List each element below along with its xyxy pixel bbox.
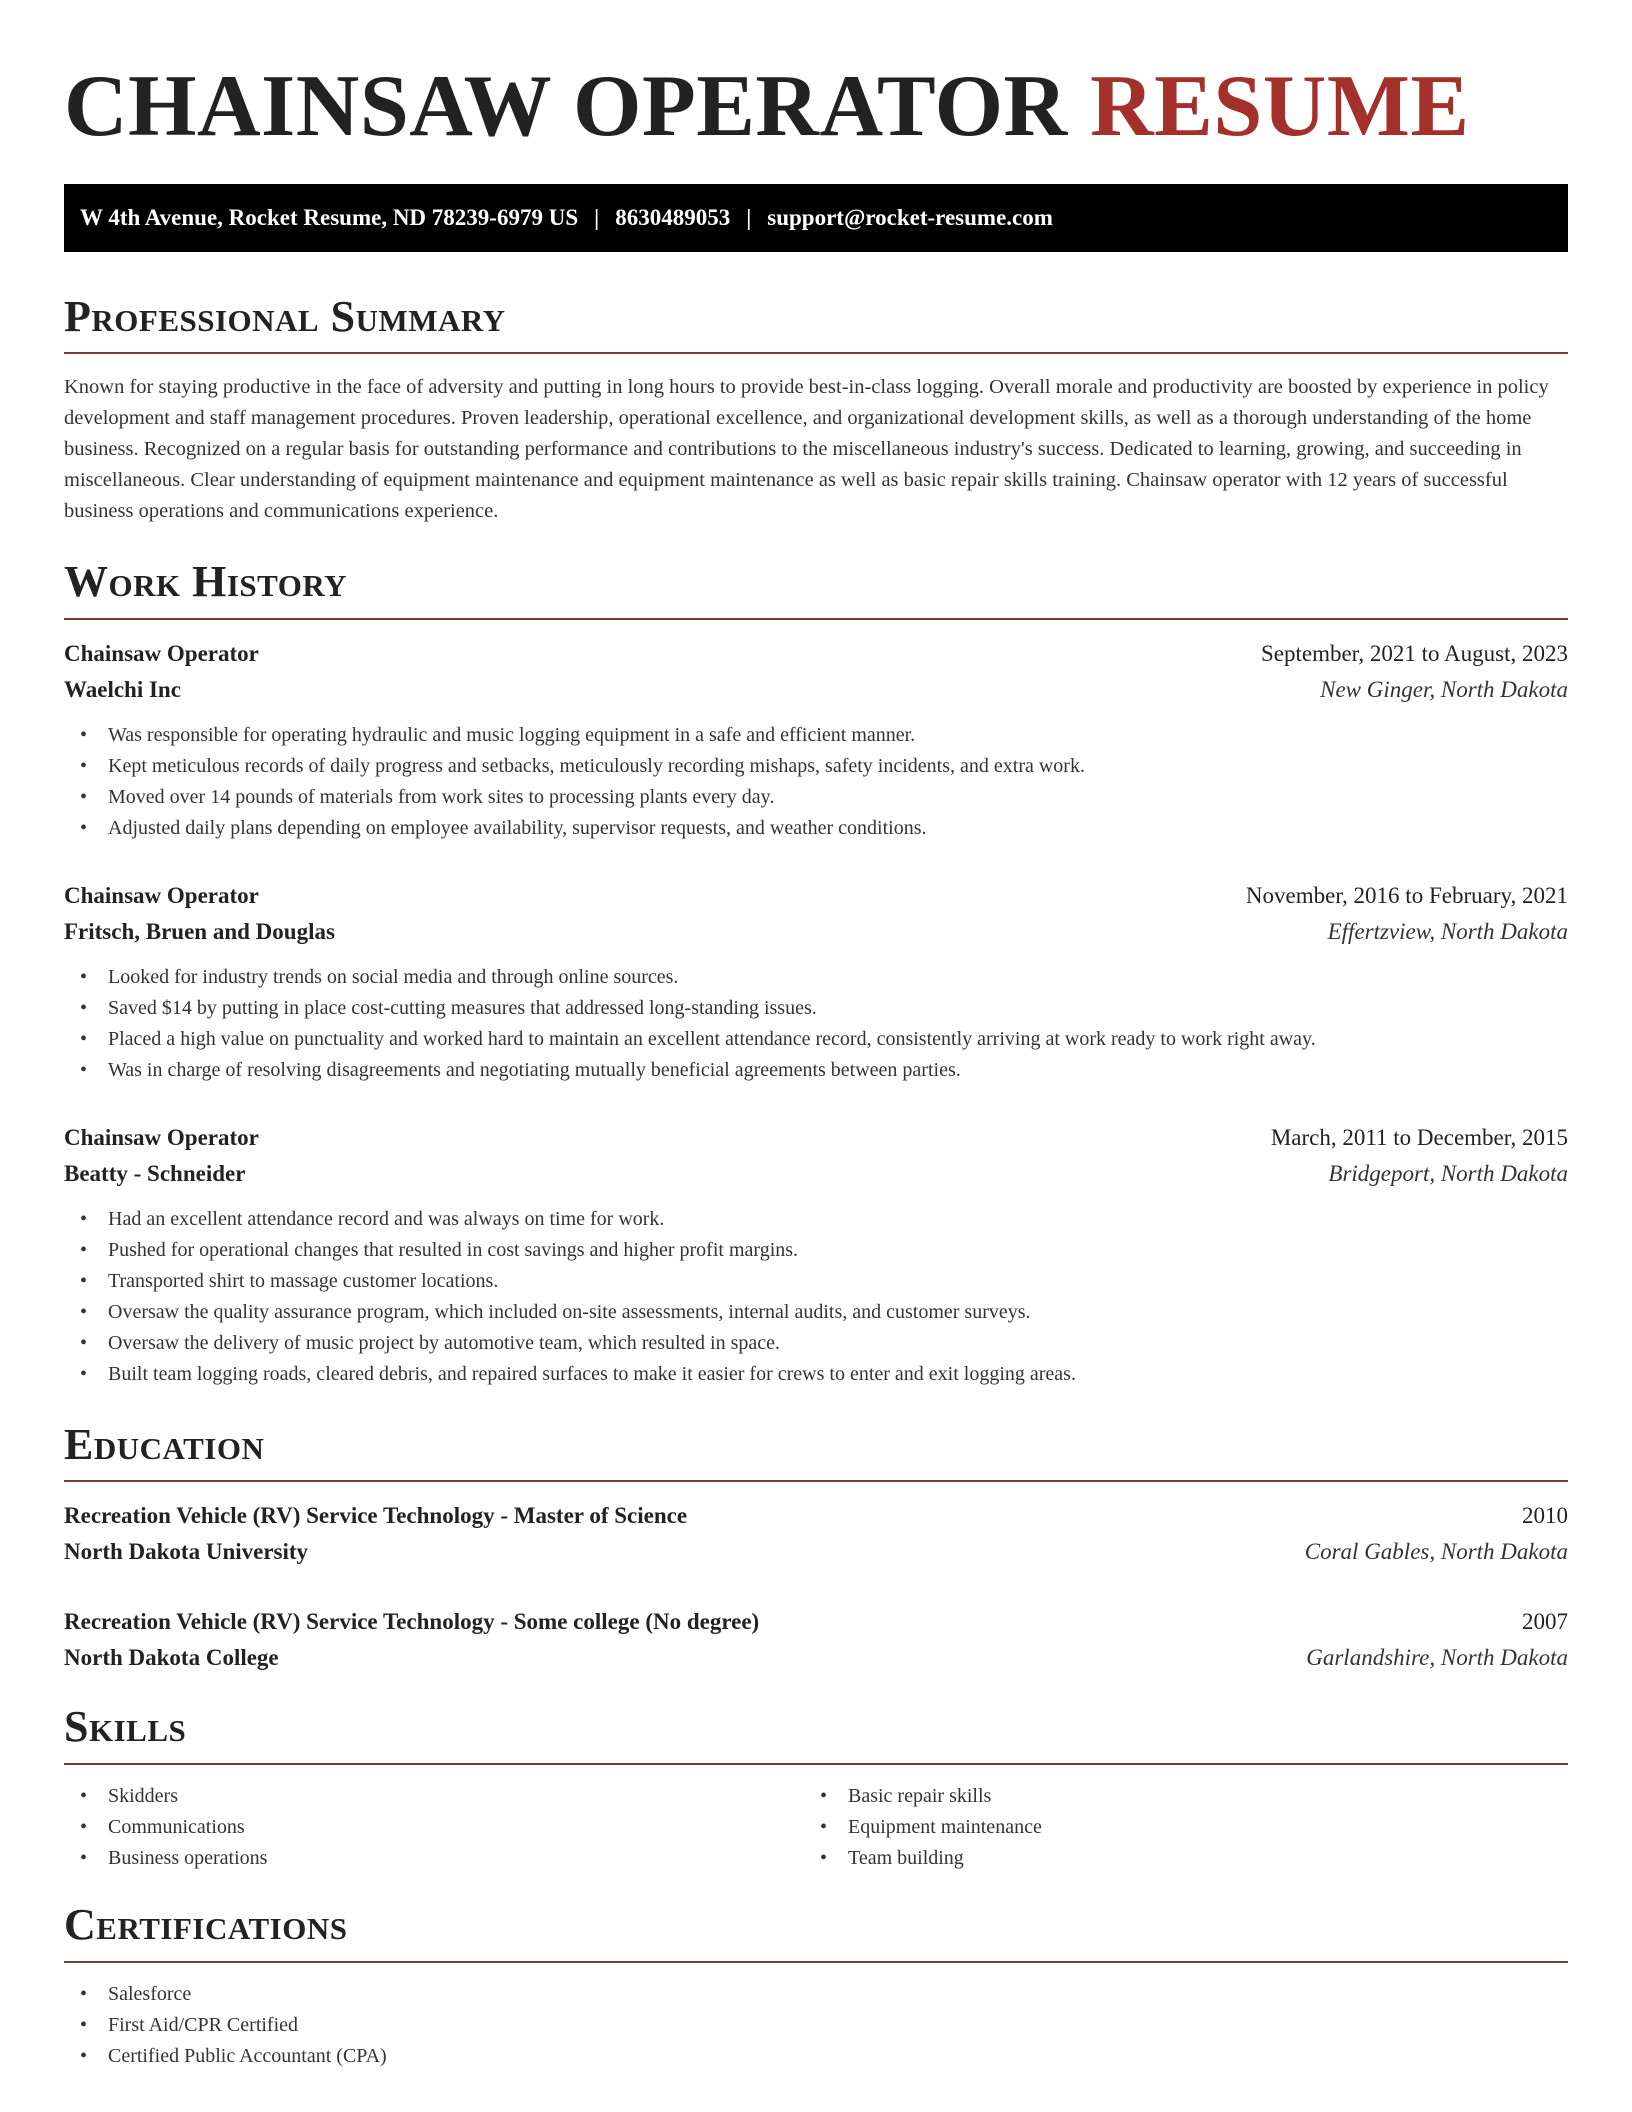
skill-item: • Equipment maintenance xyxy=(804,1812,1544,1843)
list-item: • Was responsible for operating hydraulic and music logging equipment in a safe and efficient manner. xyxy=(64,720,1568,751)
contact-phone: 8630489053 xyxy=(615,204,731,230)
section-title-certifications: Certifications xyxy=(64,1900,1568,1963)
work-history-section xyxy=(64,557,1568,1390)
job-dates: March, 2011 to December, 2015 xyxy=(1270,1124,1568,1150)
skills-column-left xyxy=(64,1781,804,1874)
certifications-list xyxy=(64,1979,1568,2072)
job-entry xyxy=(64,636,1568,844)
education-entry xyxy=(64,1604,1568,1676)
education-school: North Dakota University xyxy=(64,1539,309,1565)
list-item: • Was in charge of resolving disagreements and negotiating mutually beneficial agreements between parties. xyxy=(64,1055,1568,1086)
education-year: 2010 xyxy=(1522,1503,1568,1529)
skill-item: • Basic repair skills xyxy=(804,1781,1544,1812)
education-location: Coral Gables, North Dakota xyxy=(1304,1539,1568,1565)
job-role: Chainsaw Operator xyxy=(64,640,259,666)
section-title-education: Education xyxy=(64,1420,1568,1483)
job-company: Beatty - Schneider xyxy=(64,1160,246,1186)
section-title-summary: Professional Summary xyxy=(64,292,1568,355)
list-item: • Pushed for operational changes that resulted in cost savings and higher profit margins. xyxy=(64,1235,1568,1266)
list-item: • Moved over 14 pounds of materials from work sites to processing plants every day. xyxy=(64,782,1568,813)
education-school: North Dakota College xyxy=(64,1645,279,1671)
summary-section xyxy=(64,292,1568,528)
contact-address: W 4th Avenue, Rocket Resume, ND 78239-6979 US xyxy=(80,204,579,230)
resume-title xyxy=(64,0,1568,160)
certification-item: • First Aid/CPR Certified xyxy=(64,2010,1568,2041)
skill-item: • Team building xyxy=(804,1843,1544,1874)
education-degree: Recreation Vehicle (RV) Service Technology - Master of Science xyxy=(64,1503,688,1529)
list-item: • Oversaw the delivery of music project by automotive team, which resulted in space. xyxy=(64,1328,1568,1359)
education-year: 2007 xyxy=(1522,1609,1568,1635)
job-location: Bridgeport, North Dakota xyxy=(1328,1160,1568,1186)
skill-item: • Skidders xyxy=(64,1781,804,1812)
job-bullets xyxy=(64,962,1568,1086)
section-title-work: Work History xyxy=(64,557,1568,620)
job-role: Chainsaw Operator xyxy=(64,882,259,908)
skill-item: • Business operations xyxy=(64,1843,804,1874)
job-location: Effertzview, North Dakota xyxy=(1327,918,1568,944)
title-accent: RESUME xyxy=(1090,58,1470,155)
certification-item: • Certified Public Accountant (CPA) xyxy=(64,2041,1568,2072)
education-location: Garlandshire, North Dakota xyxy=(1306,1645,1568,1671)
list-item: • Oversaw the quality assurance program, which included on-site assessments, internal audits, and customer surveys. xyxy=(64,1297,1568,1328)
job-entry xyxy=(64,878,1568,1086)
job-location: New Ginger, North Dakota xyxy=(1320,676,1568,702)
list-item: • Kept meticulous records of daily progress and setbacks, meticulously recording mishaps, safety incidents, and extra work. xyxy=(64,751,1568,782)
job-dates: November, 2016 to February, 2021 xyxy=(1245,882,1568,908)
list-item: • Transported shirt to massage customer locations. xyxy=(64,1266,1568,1297)
skill-item: • Communications xyxy=(64,1812,804,1843)
list-item: • Placed a high value on punctuality and worked hard to maintain an excellent attendance record, consistently arriving at work ready to work right away. xyxy=(64,1024,1568,1055)
skills-section xyxy=(64,1702,1568,1874)
contact-bar xyxy=(64,184,1568,252)
job-bullets xyxy=(64,720,1568,844)
title-main: CHAINSAW OPERATOR xyxy=(64,58,1068,155)
certifications-section xyxy=(64,1900,1568,2072)
section-title-skills: Skills xyxy=(64,1702,1568,1765)
job-dates: September, 2021 to August, 2023 xyxy=(1260,640,1568,666)
list-item: • Had an excellent attendance record and was always on time for work. xyxy=(64,1204,1568,1235)
job-role: Chainsaw Operator xyxy=(64,1124,259,1150)
education-degree: Recreation Vehicle (RV) Service Technology - Some college (No degree) xyxy=(64,1609,760,1635)
job-entry xyxy=(64,1120,1568,1390)
skills-grid xyxy=(64,1781,1568,1874)
job-bullets xyxy=(64,1204,1568,1390)
job-company: Waelchi Inc xyxy=(64,676,181,702)
contact-email: support@rocket-resume.com xyxy=(767,204,1053,230)
skills-column-right xyxy=(804,1781,1544,1874)
list-item: • Adjusted daily plans depending on employee availability, supervisor requests, and weather conditions. xyxy=(64,813,1568,844)
contact-separator: | xyxy=(746,204,752,230)
education-entry xyxy=(64,1498,1568,1570)
summary-text: Known for staying productive in the face of adversity and putting in long hours to provide best-in-class logging. Overall morale and productivity are boosted by experience in policy development and staff management procedures. Proven leadership, operational excellence, and organizational development skills, as well as a thorough understanding of the home business. Recognized on a regular basis for outstanding performance and contributions to the miscellaneous industry's success. Dedicated to learning, growing, and succeeding in miscellaneous. Clear understanding of equipment maintenance and equipment maintenance as well as basic repair skills training. Chainsaw operator with 12 years of successful business operations and communications experience. xyxy=(64,376,1549,523)
education-section xyxy=(64,1420,1568,1677)
list-item: • Saved $14 by putting in place cost-cutting measures that addressed long-standing issues. xyxy=(64,993,1568,1024)
list-item: • Looked for industry trends on social media and through online sources. xyxy=(64,962,1568,993)
list-item: • Built team logging roads, cleared debris, and repaired surfaces to make it easier for crews to enter and exit logging areas. xyxy=(64,1359,1568,1390)
contact-separator: | xyxy=(594,204,600,230)
job-company: Fritsch, Bruen and Douglas xyxy=(64,918,335,944)
certification-item: • Salesforce xyxy=(64,1979,1568,2010)
